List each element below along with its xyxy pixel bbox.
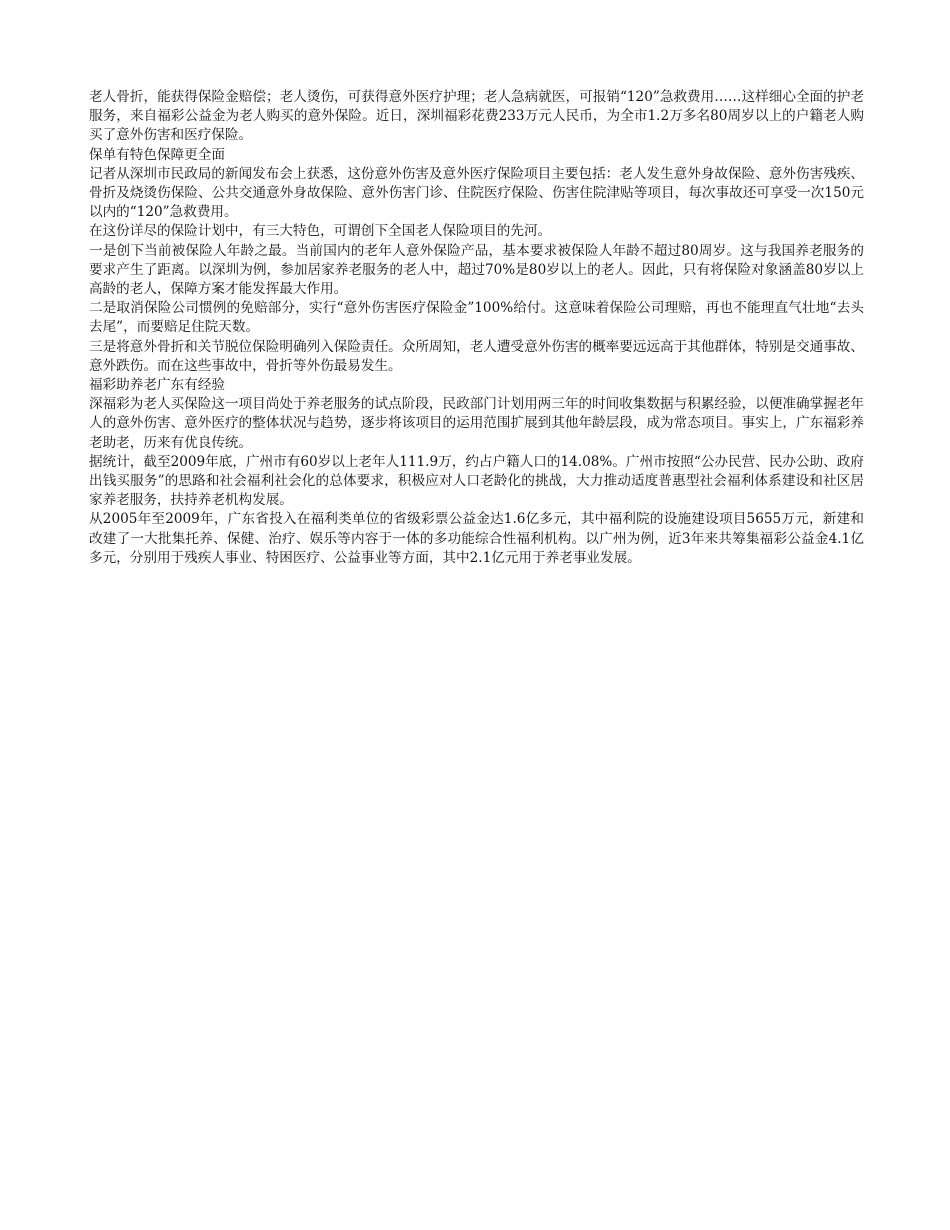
paragraph-feature-three: 三是将意外骨折和关节脱位保险明确列入保险责任。众所周知，老人遭受意外伤害的概率要远远高于其他群体，特别是交通事故、意外跌伤。而在这些事故中，骨折等外伤最易发生。 [89,338,864,374]
section-heading-guangdong: 福彩助养老广东有经验 [89,377,225,394]
paragraph-intro: 老人骨折，能获得保险金赔偿；老人烫伤，可获得意外医疗护理；老人急病就医，可报销“120”急救费用……这样细心全面的护老服务，来自福彩公益金为老人购买的意外保险。近日，深圳福彩花费233万元人民币，为全市1.2万多名80周岁以上的户籍老人购买了意外伤害和医疗保险。 [89,89,864,144]
paragraph-pilot: 深福彩为老人买保险这一项目尚处于养老服务的试点阶段，民政部门计划用两三年的时间收集数据与积累经验，以便准确掌握老年人的意外伤害、意外医疗的整体状况与趋势，逐步将该项目的运用范围扩展到其他年龄层段，成为常态项目。事实上，广东福彩养老助老，历来有优良传统。 [89,396,864,451]
section-heading-policy: 保单有特色保障更全面 [89,146,225,163]
paragraph-statistics: 据统计，截至2009年底，广州市有60岁以上老年人111.9万，约占户籍人口的14.08%。广州市按照“公办民营、民办公助、政府出钱买服务”的思路和社会福利社会化的总体要求，积极应对人口老龄化的挑战，大力推动适度普惠型社会福利体系建设和社区居家养老服务，扶持养老机构发展。 [89,453,864,509]
paragraph-features-intro: 在这份详尽的保险计划中，有三大特色，可谓创下全国老人保险项目的先河。 [89,223,552,240]
article-body [89,88,864,568]
paragraph-coverage: 记者从深圳市民政局的新闻发布会上获悉，这份意外伤害及意外医疗保险项目主要包括：老人发生意外身故保险、意外伤害残疾、骨折及烧烫伤保险、公共交通意外身故保险、意外伤害门诊、住院医疗保险、伤害住院津贴等项目，每次事故还可享受一次150元以内的“120”急救费用。 [89,165,864,221]
paragraph-feature-one: 一是创下当前被保险人年龄之最。当前国内的老年人意外保险产品，基本要求被保险人年龄不超过80周岁。这与我国养老服务的要求产生了距离。以深圳为例，参加居家养老服务的老人中，超过70%是80岁以上的老人。因此，只有将保险对象涵盖80岁以上高龄的老人，保障方案才能发挥最大作用。 [89,242,864,298]
paragraph-feature-two: 二是取消保险公司惯例的免赔部分，实行“意外伤害医疗保险金”100%给付。这意味着保险公司理赔，再也不能理直气壮地“去头去尾”，而要赔足住院天数。 [89,300,864,336]
paragraph-investment: 从2005年至2009年，广东省投入在福利类单位的省级彩票公益金达1.6亿多元，其中福利院的设施建设项目5655万元，新建和改建了一大批集托养、保健、治疗、娱乐等内容于一体的多功能综合性福利机构。以广州为例，近3年来共筹集福彩公益金4.1亿多元，分别用于残疾人事业、特困医疗、公益事业等方面，其中2.1亿元用于养老事业发展。 [89,511,864,566]
